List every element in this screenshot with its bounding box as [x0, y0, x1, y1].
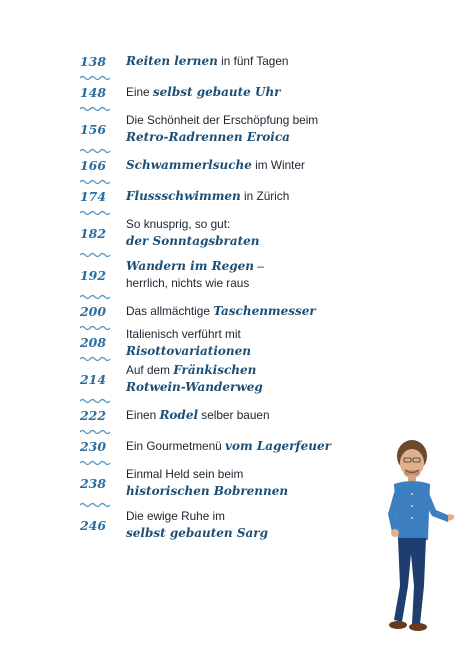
toc-entry — [68, 296, 368, 327]
toc-entry — [68, 150, 368, 181]
entry-title-line — [126, 483, 288, 500]
toc-entry — [68, 358, 368, 400]
entry-title-line — [126, 216, 260, 233]
entry-title-line — [126, 438, 331, 455]
highlighted-text: Schwammerlsuche — [126, 158, 252, 172]
page-number: 200 — [79, 304, 107, 319]
entry-title-line — [126, 129, 318, 146]
entry-title-line — [126, 466, 288, 483]
highlighted-text: Fränkischen — [173, 363, 257, 377]
toc-entry — [68, 462, 368, 504]
man-pointing-illustration — [362, 436, 454, 636]
entry-title-line — [126, 508, 268, 525]
entry-title-line — [126, 84, 281, 101]
entry-title-line — [126, 275, 264, 292]
page-number: 208 — [79, 335, 107, 350]
page-number: 222 — [79, 408, 107, 423]
page-number: 238 — [79, 475, 107, 491]
page-number: 174 — [79, 189, 107, 204]
plain-text: Einen — [126, 408, 160, 422]
entry-title — [126, 362, 263, 396]
plain-text: Ein Gourmetmenü — [126, 439, 226, 453]
entry-title — [126, 84, 281, 101]
highlighted-text: selbst gebaute Uhr — [152, 85, 281, 99]
highlighted-text: der Sonntagsbraten — [126, 234, 260, 248]
highlighted-text: Wandern im Regen — [126, 259, 254, 273]
highlighted-text: Taschenmesser — [213, 304, 316, 318]
entry-title — [126, 508, 268, 542]
plain-text: Einmal Held sein beim — [126, 467, 244, 481]
highlighted-text: Rodel — [159, 408, 199, 422]
entry-title — [126, 258, 264, 292]
entry-title-line — [126, 233, 260, 250]
highlighted-text: Rotwein-Wanderweg — [126, 380, 263, 394]
plain-text: – — [253, 259, 264, 273]
highlighted-text: Flussschwimmen — [126, 189, 241, 203]
entry-title — [126, 216, 260, 250]
page-number: 246 — [79, 517, 107, 533]
entry-title-line — [126, 362, 263, 379]
highlighted-text: Retro-Radrennen Eroica — [126, 130, 290, 144]
plain-text: Auf dem — [126, 363, 174, 377]
page-number: 148 — [79, 85, 107, 100]
plain-text: Italienisch verführt mit — [126, 326, 241, 341]
toc-entry — [68, 400, 368, 431]
highlighted-text: historischen Bobrennen — [126, 484, 289, 498]
toc-entry — [68, 327, 368, 358]
plain-text: Eine — [126, 85, 153, 99]
entry-title — [126, 188, 289, 205]
toc-entry — [68, 181, 368, 212]
toc-entry — [68, 431, 368, 462]
page-number: 192 — [79, 267, 107, 283]
entry-title — [126, 53, 288, 70]
page-number: 214 — [79, 371, 107, 387]
plain-text: in Zürich — [240, 189, 290, 203]
page-number: 166 — [79, 158, 107, 173]
entry-title-line — [126, 525, 268, 542]
table-of-contents — [68, 46, 368, 546]
entry-title — [126, 407, 270, 424]
entry-title-line — [126, 379, 263, 396]
entry-title-line — [126, 407, 270, 424]
toc-entry — [68, 212, 368, 254]
plain-text: Das allmächtige — [126, 304, 214, 318]
toc-entry — [68, 504, 368, 546]
toc-entry — [68, 46, 368, 77]
entry-title-line — [126, 326, 368, 360]
entry-title — [126, 157, 305, 174]
entry-title — [126, 326, 368, 360]
plain-text: in fünf Tagen — [217, 54, 289, 68]
highlighted-text: Reiten lernen — [126, 54, 218, 68]
highlighted-text: vom Lagerfeuer — [225, 439, 331, 453]
page-number: 156 — [79, 121, 107, 137]
plain-text: herrlich, nichts wie raus — [126, 276, 250, 290]
entry-title — [126, 303, 316, 320]
entry-title-line — [126, 188, 289, 205]
toc-entry — [68, 108, 368, 150]
page-number: 230 — [79, 439, 107, 454]
entry-title — [126, 466, 288, 500]
entry-title-line — [126, 258, 264, 275]
entry-title-line — [126, 53, 288, 70]
entry-title-line — [126, 157, 305, 174]
highlighted-text: Risottovariationen — [126, 343, 251, 358]
highlighted-text: selbst gebauten Sarg — [126, 526, 268, 540]
plain-text: Die Schönheit der Erschöpfung beim — [126, 113, 319, 127]
entry-title — [126, 112, 318, 146]
page-number: 182 — [79, 225, 107, 241]
entry-title-line — [126, 303, 316, 320]
plain-text: im Winter — [251, 158, 305, 172]
page-number: 138 — [79, 54, 107, 69]
entry-title-line — [126, 112, 318, 129]
toc-entry — [68, 77, 368, 108]
toc-entry — [68, 254, 368, 296]
plain-text: Die ewige Ruhe im — [126, 509, 226, 523]
entry-title — [126, 438, 331, 455]
plain-text: So knusprig, so gut: — [126, 217, 231, 231]
plain-text: selber bauen — [198, 408, 270, 422]
